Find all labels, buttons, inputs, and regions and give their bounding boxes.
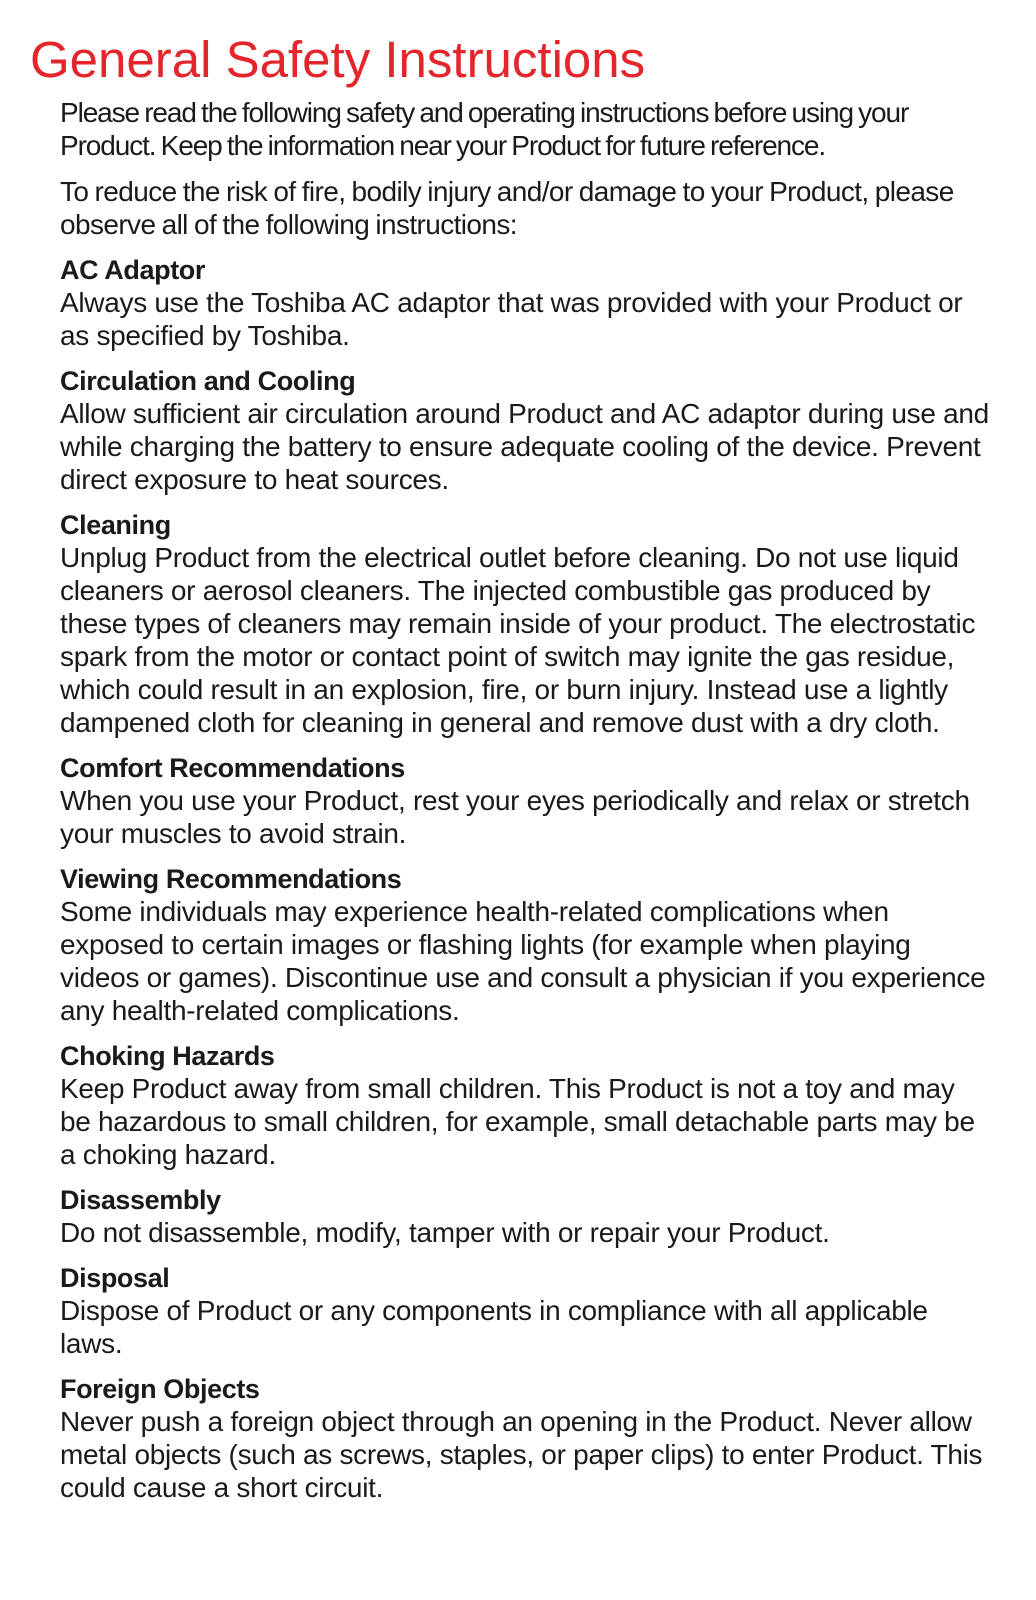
- intro-paragraph: To reduce the risk of fire, bodily injury and/or damage to your Product, please observe all of the following instructions:: [60, 176, 954, 240]
- section-heading: Choking Hazards: [60, 1041, 275, 1071]
- section-heading: Foreign Objects: [60, 1374, 260, 1404]
- section-circulation-and-cooling: [60, 365, 990, 496]
- page-title: General Safety Instructions: [30, 31, 646, 88]
- section-disassembly: [60, 1184, 990, 1249]
- section-text: Do not disassemble, modify, tamper with or repair your Product.: [60, 1217, 830, 1248]
- section-text: When you use your Product, rest your eyes periodically and relax or stretch your muscles to avoid strain.: [60, 785, 970, 849]
- section-ac-adaptor: [60, 254, 990, 352]
- section-heading: Disposal: [60, 1263, 170, 1293]
- section-heading: Viewing Recommendations: [60, 864, 402, 894]
- section-heading: Circulation and Cooling: [60, 366, 356, 396]
- section-viewing-recommendations: [60, 863, 990, 1027]
- intro-paragraph: Please read the following safety and operating instructions before using your Product. Keep the information near your Product for future reference.: [60, 97, 909, 161]
- section-text: Some individuals may experience health-related complications when exposed to certain images or flashing lights (for example when playing videos or games). Discontinue use and consult a physician if you experience any health-related complications.: [60, 896, 986, 1026]
- section-text: Keep Product away from small children. This Product is not a toy and may be hazardous to small children, for example, small detachable parts may be a choking hazard.: [60, 1073, 975, 1170]
- document-body: [30, 96, 990, 1504]
- section-text: Dispose of Product or any components in compliance with all applicable laws.: [60, 1295, 928, 1359]
- section-text: Unplug Product from the electrical outlet before cleaning. Do not use liquid cleaners or aerosol cleaners. The injected combustible gas produced by these types of cleaners may remain inside of your product. The electrostatic spark from the motor or contact point of switch may ignite the gas residue, which could result in an explosion, fire, or burn injury. Instead use a lightly dampened cloth for cleaning in general and remove dust with a dry cloth.: [60, 542, 976, 738]
- section-choking-hazards: [60, 1040, 990, 1171]
- section-foreign-objects: [60, 1373, 990, 1504]
- section-disposal: [60, 1262, 990, 1360]
- section-heading: Cleaning: [60, 510, 171, 540]
- section-text: Allow sufficient air circulation around Product and AC adaptor during use and while charging the battery to ensure adequate cooling of the device. Prevent direct exposure to heat sources.: [60, 398, 989, 495]
- section-heading: Disassembly: [60, 1185, 221, 1215]
- section-heading: Comfort Recommendations: [60, 753, 405, 783]
- section-cleaning: [60, 509, 990, 739]
- section-heading: AC Adaptor: [60, 255, 205, 285]
- section-text: Always use the Toshiba AC adaptor that was provided with your Product or as specified by Toshiba.: [60, 287, 963, 351]
- section-comfort-recommendations: [60, 752, 990, 850]
- section-text: Never push a foreign object through an opening in the Product. Never allow metal objects (such as screws, staples, or paper clips) to enter Product. This could cause a short circuit.: [60, 1406, 983, 1503]
